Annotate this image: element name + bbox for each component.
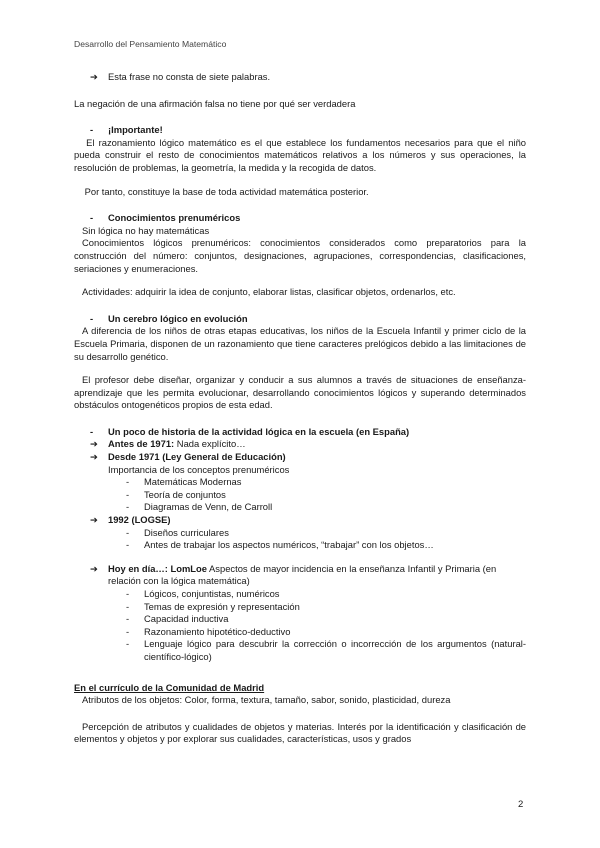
- madrid-line-1: Atributos de los objetos: Color, forma, textura, tamaño, sabor, sonido, plasticidad, dureza: [82, 694, 451, 706]
- list-item: - Diseños curriculares: [126, 526, 229, 538]
- history-before-1971: ➔ Antes de 1971: Nada explícito…: [90, 438, 246, 450]
- arrow-item: [74, 71, 526, 84]
- history-since-1971: ➔ Desde 1971 (Ley General de Educación): [90, 451, 286, 463]
- section-heading-brain: [74, 313, 526, 326]
- history-today: ➔ Hoy en día…: LomLoe Aspectos de mayor incidencia en la enseñanza Infantil y Primaria (en relación con la lógica matemática): [90, 562, 497, 587]
- list-item: - Lenguaje lógico para descubrir la corrección o incorrección de los argumentos (natural-científico-lógico): [126, 638, 526, 662]
- negation-line: La negación de una afirmación falsa no tiene por qué ser verdadera: [74, 97, 356, 109]
- arrow-icon: ➔: [90, 438, 98, 450]
- arrow-icon: ➔: [90, 562, 98, 574]
- important-title: ¡Importante!: [108, 124, 163, 136]
- section-heading-prenumeric: [74, 212, 526, 225]
- madrid-title: En el currículo de la Comunidad de Madrid: [74, 681, 265, 693]
- dash-bullet: -: [90, 212, 94, 224]
- page-number: 2: [518, 799, 524, 810]
- prenumeric-line-1: Sin lógica no hay matemáticas: [82, 224, 210, 236]
- list-item: - Razonamiento hipotético-deductivo: [126, 625, 291, 637]
- list-item: - Lógicos, conjuntistas, numéricos: [126, 588, 280, 599]
- madrid-line-2: Percepción de atributos y cualidades de objetos y materias. Interés por la identificación y clasificación de elementos y objetos y por explorar sus cualidades, características, usos y grados: [74, 720, 526, 745]
- list-item: - Capacidad inductiva: [126, 613, 229, 625]
- arrow-icon: ➔: [90, 451, 98, 463]
- important-paragraph-1: El razonamiento lógico matemático es el que establece los fundamentos necesarios para que el niño pueda construir el resto de conocimientos matemáticos relativos a los números y sus operaciones, la resolución de problemas, la geometría, la medida y la recogida de datos.: [74, 136, 526, 173]
- list-item: - Teoría de conjuntos: [126, 488, 226, 500]
- arrow-icon: ➔: [90, 71, 98, 82]
- history-title: Un poco de historia de la actividad lógica en la escuela (en España): [108, 425, 410, 437]
- prenumeric-title: Conocimientos prenuméricos: [108, 212, 241, 224]
- brain-paragraph-1: A diferencia de los niños de otras etapas educativas, los niños de la Escuela Infantil y primer ciclo de la Escuela Primaria, disponen de un razonamiento que tiene caracteres prelógicos debido a las limitaciones de su desarrollo genético.: [74, 325, 526, 362]
- prenumeric-line-2: Conocimientos lógicos prenuméricos: conocimientos considerados como preparatorios para la construcción del número: conjuntos, designaciones, agrupaciones, correspondencias, clasificaciones, seriaciones y enumeraciones.: [74, 237, 526, 274]
- paradox-line: Esta frase no consta de siete palabras.: [108, 71, 271, 82]
- list-item: - Antes de trabajar los aspectos numéricos, “trabajar” con los objetos…: [126, 539, 434, 551]
- running-header: Desarrollo del Pensamiento Matemático: [74, 39, 227, 49]
- important-paragraph-2: Por tanto, constituye la base de toda actividad matemática posterior.: [84, 185, 369, 197]
- brain-title: Un cerebro lógico en evolución: [108, 312, 248, 324]
- section-heading-history: [74, 426, 526, 439]
- brain-paragraph-2: El profesor debe diseñar, organizar y conducir a sus alumnos a través de situaciones de enseñanza-aprendizaje que les permita evolucionar, desarrollando conocimientos lógicos y superando determinados obstáculos ontogenéticos propios de esta edad.: [74, 374, 526, 411]
- history-importance: Importancia de los conceptos prenuméricos: [108, 463, 290, 475]
- arrow-icon: ➔: [90, 514, 98, 526]
- section-heading-important: [74, 124, 526, 137]
- dash-bullet: -: [90, 124, 94, 136]
- list-item: - Diagramas de Venn, de Carroll: [126, 501, 273, 513]
- history-logse: ➔ 1992 (LOGSE): [90, 514, 171, 526]
- list-item: - Temas de expresión y representación: [126, 600, 300, 612]
- page-content: [74, 71, 526, 746]
- dash-bullet: -: [90, 312, 94, 324]
- dash-bullet: -: [90, 425, 94, 437]
- list-item: - Matemáticas Modernas: [126, 476, 242, 488]
- prenumeric-line-3: Actividades: adquirir la idea de conjunto, elaborar listas, clasificar objetos, ordenarlos, etc.: [82, 286, 456, 298]
